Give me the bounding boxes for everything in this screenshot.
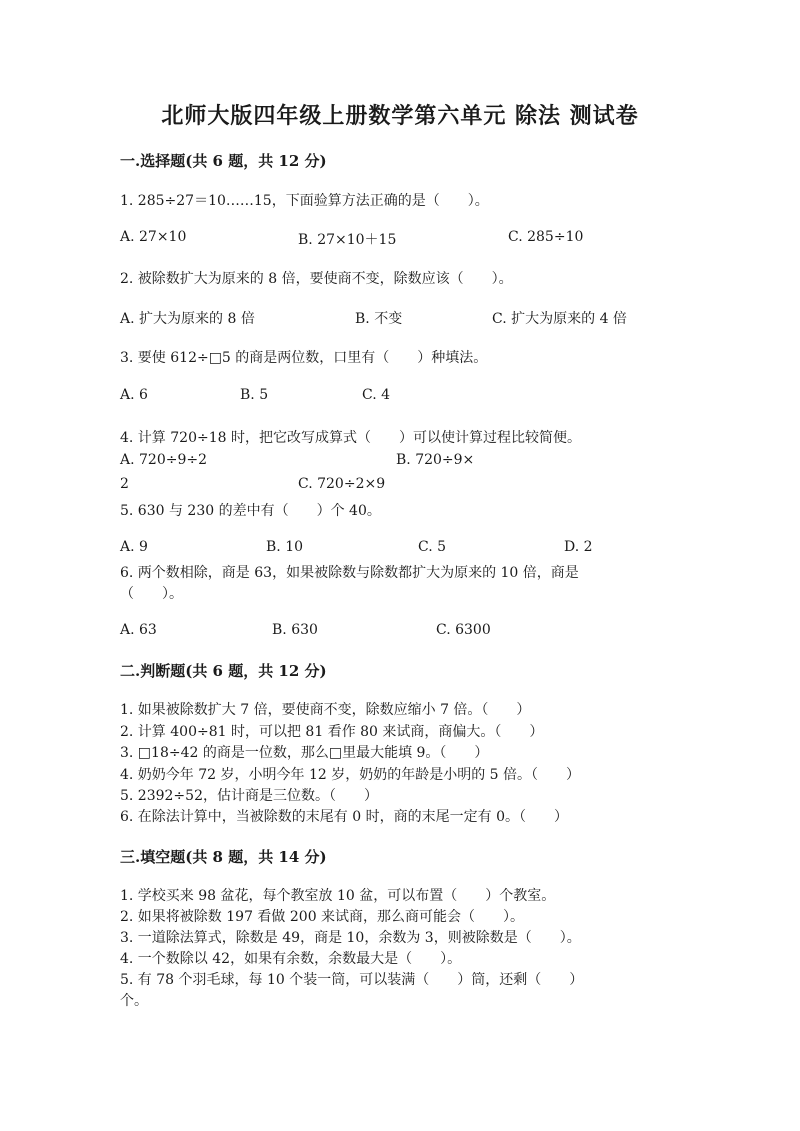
judge-item-6: 6. 在除法计算中，当被除数的末尾有 0 时，商的末尾一定有 0。（ ） — [120, 809, 568, 825]
question-3-option-a: A. 6 — [120, 387, 148, 403]
fill-item-3: 3. 一道除法算式，除数是 49，商是 10，余数为 3，则被除数是（ ）。 — [120, 930, 581, 946]
question-6-option-a: A. 63 — [120, 622, 157, 638]
question-1-option-b: B. 27×10＋15 — [298, 232, 397, 248]
fill-item-5-continued: 个。 — [120, 993, 148, 1009]
question-3-stem: 3. 要使 612÷□5 的商是两位数，口里有（ ）种填法。 — [120, 350, 488, 366]
question-4-option-c: C. 720÷2×9 — [298, 476, 386, 492]
question-4-stem: 4. 计算 720÷18 时，把它改写成算式（ ）可以使计算过程比较简便。 — [120, 430, 581, 446]
question-6-option-c: C. 6300 — [436, 622, 491, 638]
question-5-option-a: A. 9 — [120, 539, 148, 555]
question-4-option-b: B. 720÷9× — [396, 452, 475, 468]
judge-item-3: 3. □18÷42 的商是一位数，那么□里最大能填 9。（ ） — [120, 745, 489, 761]
question-6-option-b: B. 630 — [272, 622, 318, 638]
question-1-stem: 1. 285÷27＝10……15，下面验算方法正确的是（ ）。 — [120, 193, 489, 209]
section-heading-judge: 二.判断题(共 6 题，共 12 分) — [120, 662, 327, 680]
judge-item-1: 1. 如果被除数扩大 7 倍，要使商不变，除数应缩小 7 倍。（ ） — [120, 702, 531, 718]
question-2-option-a: A. 扩大为原来的 8 倍 — [120, 311, 255, 327]
fill-item-2: 2. 如果将被除数 197 看做 200 来试商，那么商可能会（ ）。 — [120, 909, 525, 925]
fill-item-4: 4. 一个数除以 42，如果有余数，余数最大是（ ）。 — [120, 951, 462, 967]
question-5-option-b: B. 10 — [266, 539, 304, 555]
judge-item-5: 5. 2392÷52，估计商是三位数。（ ） — [120, 788, 378, 804]
question-5-stem: 5. 630 与 230 的差中有（ ）个 40。 — [120, 503, 381, 519]
question-3-option-b: B. 5 — [240, 387, 269, 403]
question-3-option-c: C. 4 — [362, 387, 391, 403]
fill-item-1: 1. 学校买来 98 盆花，每个教室放 10 盆，可以布置（ ）个教室。 — [120, 888, 556, 904]
question-2-option-c: C. 扩大为原来的 4 倍 — [492, 311, 627, 327]
section-heading-fill: 三.填空题(共 8 题，共 14 分) — [120, 848, 327, 866]
question-6-stem-continued: （ ）。 — [120, 586, 183, 602]
question-6-stem: 6. 两个数相除，商是 63，如果被除数与除数都扩大为原来的 10 倍，商是 — [120, 565, 579, 581]
question-5-option-d: D. 2 — [564, 539, 593, 555]
page-title: 北师大版四年级上册数学第六单元 除法 测试卷 — [161, 103, 639, 129]
question-4-option-b-continued: 2 — [120, 476, 129, 492]
judge-item-2: 2. 计算 400÷81 时，可以把 81 看作 80 来试商，商偏大。（ ） — [120, 724, 544, 740]
question-1-option-c: C. 285÷10 — [508, 229, 584, 245]
question-2-stem: 2. 被除数扩大为原来的 8 倍，要使商不变，除数应该（ ）。 — [120, 271, 513, 287]
question-2-option-b: B. 不变 — [355, 311, 403, 327]
question-1-option-a: A. 27×10 — [120, 229, 187, 245]
judge-item-4: 4. 奶奶今年 72 岁，小明今年 12 岁，奶奶的年龄是小明的 5 倍。（ ） — [120, 767, 581, 783]
question-4-option-a: A. 720÷9÷2 — [120, 452, 208, 468]
section-heading-choice: 一.选择题(共 6 题，共 12 分) — [120, 152, 327, 170]
fill-item-5: 5. 有 78 个羽毛球，每 10 个装一筒，可以装满（ ）筒，还剩（ ） — [120, 972, 584, 988]
question-5-option-c: C. 5 — [418, 539, 447, 555]
